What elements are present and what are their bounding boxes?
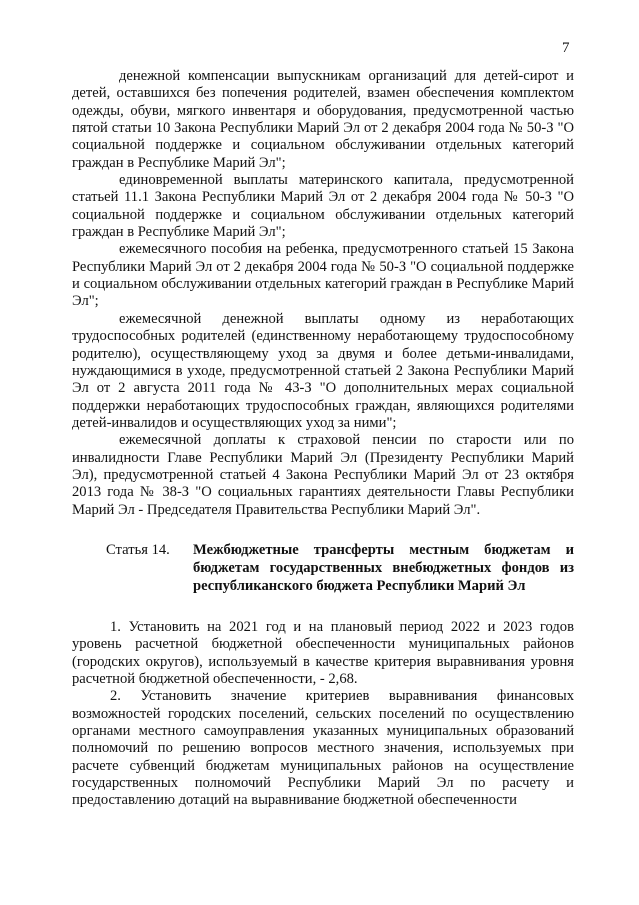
paragraph: единовременной выплаты материнского капитала, предусмотренной статьей 11.1 Закона Республики Марий Эл от 2 декабря 2004 года № 50-З "О социальной поддержке и социальном обслуживании отдельных категорий граждан в Республике Марий Эл"; <box>72 172 574 241</box>
paragraph: ежемесячной денежной выплаты одному из неработающих трудоспособных родителей (единственному неработающему трудоспособному родителю), осуществляющему уход за двумя и более детьми-инвалидами, нуждающимися в уходе, предусмотренной статьей 2 Закона Республики Марий Эл от 2 августа 2011 года № 43-З "О дополнительных мерах социальной поддержки неработающих трудоспособных граждан, являющихся родителями детей-инвалидов и осуществляющих уход за ними"; <box>72 310 574 431</box>
article-title: Межбюджетные трансферты местным бюджетам и бюджетам государственных внебюджетных фондов из республиканского бюджета Республики Марий Эл <box>193 541 574 594</box>
paragraph: ежемесячной доплаты к страховой пенсии по старости или по инвалидности Главе Республики Марий Эл (Президенту Республики Марий Эл), предусмотренной статьей 4 Закона Республики Марий Эл от 23 октября 2013 года № 38-З "О социальных гарантиях деятельности Главы Республики Марий Эл - Председателя Правительства Республики Марий Эл". <box>72 432 574 518</box>
paragraph: денежной компенсации выпускникам организаций для детей-сирот и детей, оставшихся без попечения родителей, взамен обеспечения комплектом одежды, обуви, мягкого инвентаря и оборудования, предусмотренной частью пятой статьи 10 Закона Республики Марий Эл от 2 декабря 2004 года № 50-З "О социальной поддержке и социальном обслуживании отдельных категорий граждан в Республике Марий Эл"; <box>72 68 574 171</box>
paragraph: ежемесячного пособия на ребенка, предусмотренного статьей 15 Закона Республики Марий Эл от 2 декабря 2004 года № 50-З "О социальной поддержке и социальном обслуживании отдельных категорий граждан в Республике Марий Эл"; <box>72 241 574 310</box>
document-body <box>72 68 574 810</box>
article-heading <box>72 541 574 595</box>
paragraph: 2. Установить значение критериев выравнивания финансовых возможностей городских поселений, сельских поселений по осуществлению органами местного самоуправления указанных муниципальных образований полномочий по решению вопросов местного значения, используемых при расчете субвенций бюджетам муниципальных районов на осуществление государственных полномочий Республики Марий Эл по расчету и предоставлению дотаций на выравнивание бюджетной обеспеченности <box>72 688 574 809</box>
page-number: 7 <box>562 40 570 56</box>
article-label: Статья 14. <box>106 541 170 558</box>
paragraph: 1. Установить на 2021 год и на плановый период 2022 и 2023 годов уровень расчетной бюджетной обеспеченности муниципальных районов (городских округов), используемый в качестве критерия выравнивания уровня расчетной бюджетной обеспеченности, - 2,68. <box>72 618 574 687</box>
